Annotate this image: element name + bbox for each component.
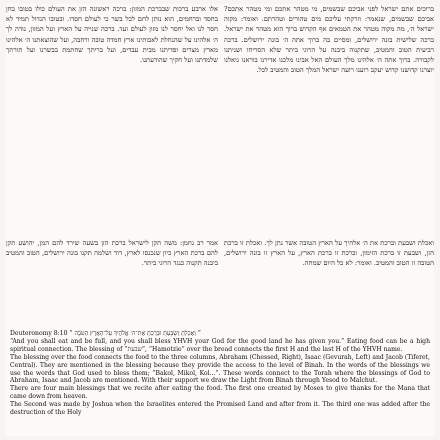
hebrew-text-bottom bbox=[6, 234, 434, 322]
hebrew-paragraph: ברוכים אתם ישראל לפני אביכם שבשמים, מי מטהר אתכם ומי מטהר אתכם? אביכם שבשמים, שנאמר: וזרקתי עליכם מים טהורים וטהרתם. ואומר: מקוה ישראל ה׳, מה מקוה מטהר את הטמאים אף הקדוש ברוך הוא מטהר את ישראל. ברכה שלישית בונה ירושלים, ומסיים בה ברוך אתה ה׳ בונה ירושלים. ברכה רביעית הטוב והמטיב, שתקנוה ביבנה על הרוגי ביתר שלא הסריחו ושניתנו לקבורה. ברוך אתה ה׳ אלהינו מלך העולם האל אבינו מלכנו אדירנו בוראנו גואלנו יוצרנו קדושנו קדוש יעקב רוענו רועה ישראל המלך הטוב והמטיב לכל. bbox=[224, 5, 434, 75]
commentary-paragraph: “And you shall eat and be full, and you shall bless YHVH your God for the good land he has given you.” Eating food can be a high spiritual connection. The blessing of “שבעת”, “Hamotzie” over the bread connects the first H and the last H of the YHVH name. bbox=[10, 338, 430, 353]
hebrew-column-left bbox=[6, 4, 218, 234]
hebrew-column-right bbox=[224, 4, 434, 234]
commentary-paragraph: The blessing over the food connects the food to the three columns, Abraham (Chessed, Right), Isaac (Gevurah, Left) and Jacob (Tiferet, Central). They are mentioned in the blessing because they provide the access to the level of Binah. In the words of the blessings we use the words that God used to bless them; “Bakol, Mikol, Kol...”. These words connect to the Torah where the blessings of God to Abraham, Isaac and Jacob are mentioned. With their support we draw the Light from Binah through Yesod to Malchut. bbox=[10, 354, 430, 385]
hebrew-column-left-lower bbox=[6, 238, 218, 322]
hebrew-paragraph: אלו ארבע ברכות שבברכת המזון: ברכה ראשונה הזן את העולם כולו בטובו בחן בחסד וברחמים, הוא נותן לחם לכל בשר כי לעולם חסדו. ובטובו הגדול תמיד לא חסר לנו ואל יחסר לנו מזון לעולם ועד. ברכה שנייה על הארץ ועל המזון, נודה לך ה׳ אלהינו על שהנחלת לאבותינו ארץ חמדה טובה ורחבה, ועל שהוצאתנו ה׳ אלהינו מארץ מצרים ופדיתנו מבית עבדים, ועל בריתך שחתמת בבשרנו ועל תורתך שלמדתנו ועל חקיך שהודעתנו. bbox=[6, 5, 218, 65]
english-commentary bbox=[10, 330, 430, 417]
document-page bbox=[6, 4, 434, 436]
commentary-paragraph: The Second was made by Joshua when the Israelites entered the Promised Land and after from it. The third one was added after the destruction of the Holy bbox=[10, 401, 430, 417]
commentary-paragraph: There are four main blessings that we recite after eating the food. The first one created by Moses to give thanks for the Mana that came down from heaven. bbox=[10, 385, 430, 401]
verse-reference: Deuteronomy 8:10 “ וְאָכַלְתָּ וְשָׂבָעְתָּ וּבֵרַכְתָּ אֶת־ה׳ אֱלֹהֶיךָ עַל־הָאָרֶץ הַטֹּבָה ” bbox=[10, 330, 201, 337]
hebrew-paragraph: אמר רב נחמן: משה תקן לישראל ברכת הזן בשעה שירד להם המן, יהושע תקן להם ברכת הארץ כיון שנכנסו לארץ, דוד ושלמה תקנו בונה ירושלים, הטוב והמטיב ביבנה תקנוה כנגד הרוגי ביתר. bbox=[6, 239, 218, 268]
hebrew-paragraph: ואכלת ושבעת וברכת את ה׳ אלהיך על הארץ הטובה אשר נתן לך. ואכלת זו ברכת הזן, ושבעת זו ברכת הזימון, וברכת זו ברכת הארץ, על הארץ זו בונה ירושלים, הטובה זו הטוב והמטיב. ואומר: לא כל היום שמחה. bbox=[224, 239, 434, 268]
hebrew-column-right-lower bbox=[224, 238, 434, 322]
hebrew-text-top bbox=[6, 4, 434, 234]
